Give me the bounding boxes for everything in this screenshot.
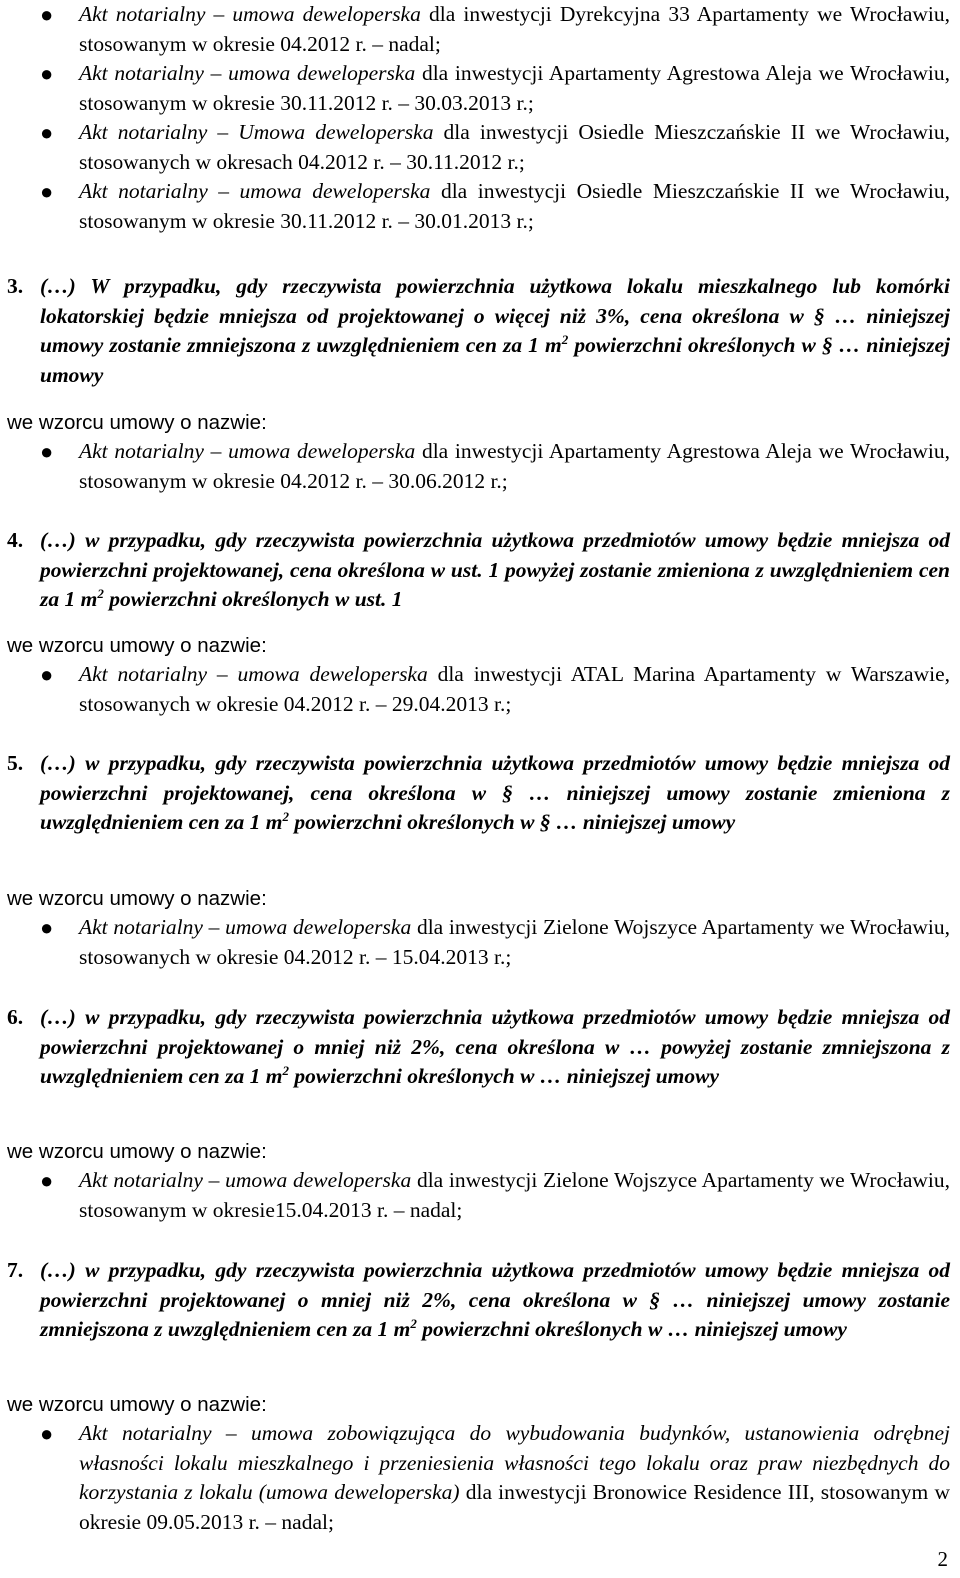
- clause-number: 4.: [7, 528, 24, 552]
- clause-text: [0, 272, 960, 390]
- clause-text: [0, 1256, 960, 1345]
- clause-7: [0, 1256, 960, 1345]
- template-label: we wzorcu umowy o nazwie:: [7, 411, 267, 434]
- contract-details: dla inwestycji Dyrekcyjna 33 Apartamenty we Wrocławiu, stosowanym w okresie 04.2012 r. – nadal;: [79, 2, 950, 56]
- clause-number: 5.: [7, 751, 24, 775]
- list-item: [0, 437, 960, 496]
- contract-details: dla inwestycji Zielone Wojszyce Apartamenty we Wrocławiu, stosowanych w okresie 04.2012 r. – 15.04.2013 r.;: [79, 915, 950, 969]
- page-number: 2: [937, 1547, 948, 1571]
- template-label: we wzorcu umowy o nazwie:: [7, 1393, 267, 1416]
- template-label: we wzorcu umowy o nazwie:: [7, 887, 267, 910]
- list-item: [0, 913, 960, 972]
- contract-type: Akt notarialny – umowa deweloperska: [79, 1168, 412, 1192]
- bullet-icon: ●: [40, 1421, 54, 1446]
- bullet-icon: ●: [40, 61, 54, 86]
- contract-details: dla inwestycji Osiedle Mieszczańskie II we Wrocławiu, stosowanym w okresie 30.11.2012 r. – 30.01.2013 r.;: [79, 179, 950, 233]
- clause-text-part: (…) w przypadku, gdy rzeczywista powierzchnia użytkowa przedmiotów umowy będzie mniejsza od powierzchni projektowanej, cena określona w ust. 1 powyżej zostanie zmieniona z uwzględnieniem cen za 1 m: [40, 528, 950, 611]
- list-item: [0, 660, 960, 719]
- superscript: 2: [561, 332, 569, 347]
- list-item: [0, 1166, 960, 1225]
- clause-text-part: (…) w przypadku, gdy rzeczywista powierzchnia użytkowa przedmiotów umowy będzie mniejsza od powierzchni projektowanej o mniej niż 2%, cena określona w § … niniejszej umowy zostanie zmniejszona z uwzględnieniem cen za 1 m: [40, 1258, 950, 1341]
- list-item: [0, 118, 960, 177]
- top-bullet-list: [0, 0, 960, 236]
- template-label: we wzorcu umowy o nazwie:: [7, 634, 267, 657]
- contract-details: dla inwestycji Bronowice Residence III, stosowanym w okresie 09.05.2013 r. – nadal;: [79, 1480, 950, 1534]
- clause-text: [0, 1003, 960, 1092]
- clause-number: 3.: [7, 274, 24, 298]
- contract-type: Akt notarialny – umowa deweloperska: [79, 915, 412, 939]
- contract-details: dla inwestycji Apartamenty Agrestowa Aleja we Wrocławiu, stosowanym w okresie 30.11.2012 r. – 30.03.2013 r.;: [79, 61, 950, 115]
- superscript: 2: [97, 586, 104, 601]
- template-label: we wzorcu umowy o nazwie:: [7, 1140, 267, 1163]
- contract-details: dla inwestycji Apartamenty Agrestowa Aleja we Wrocławiu, stosowanym w okresie 04.2012 r. – 30.06.2012 r.;: [79, 439, 950, 493]
- bullet-icon: ●: [40, 662, 54, 687]
- list-item: [0, 1419, 960, 1537]
- clause-number: 6.: [7, 1005, 24, 1029]
- list-item: [0, 177, 960, 236]
- clause-text-part: powierzchni określonych w § … niniejszej umowy: [288, 810, 736, 834]
- contract-details: dla inwestycji Osiedle Mieszczańskie II we Wrocławiu, stosowanych w okresach 04.2012 r. – 30.11.2012 r.;: [79, 120, 950, 174]
- contract-type: Akt notarialny – umowa deweloperska: [79, 2, 421, 26]
- contract-type: Akt notarialny – umowa deweloperska: [79, 662, 428, 686]
- clause-5: [0, 749, 960, 838]
- bullet-list: [0, 437, 960, 496]
- clause-text-part: (…) w przypadku, gdy rzeczywista powierzchnia użytkowa przedmiotów umowy będzie mniejsza od powierzchni projektowanej, cena określona w § … niniejszej umowy zostanie zmieniona z uwzględnieniem cen za 1 m: [40, 751, 950, 834]
- contract-details: dla inwestycji Zielone Wojszyce Apartamenty we Wrocławiu, stosowanym w okresie15.04.2013 r. – nadal;: [79, 1168, 950, 1222]
- contract-type: Akt notarialny – umowa deweloperska: [79, 61, 416, 85]
- contract-type: Akt notarialny – Umowa deweloperska: [79, 120, 434, 144]
- list-item: [0, 59, 960, 118]
- clause-6: [0, 1003, 960, 1092]
- superscript: 2: [410, 1316, 417, 1331]
- contract-type: Akt notarialny – umowa zobowiązująca do wybudowania budynków, ustanowienia odrębnej własności lokalu mieszkalnego i przeniesienia własności tego lokalu oraz praw niezbędnych do korzystania z lokalu (umowa deweloperska): [79, 1421, 950, 1504]
- clause-text-part: powierzchni określonych w ust. 1: [103, 587, 403, 611]
- superscript: 2: [282, 809, 289, 824]
- superscript: 2: [282, 1063, 289, 1078]
- clause-4: [0, 526, 960, 615]
- clause-3: [0, 272, 960, 390]
- bullet-icon: ●: [40, 120, 54, 145]
- clause-number: 7.: [7, 1258, 24, 1282]
- clause-text: [0, 526, 960, 615]
- bullet-icon: ●: [40, 2, 54, 27]
- bullet-list: [0, 1419, 960, 1537]
- clause-text-part: powierzchni określonych w … niniejszej umowy: [416, 1317, 847, 1341]
- bullet-list: [0, 660, 960, 719]
- clause-text-part: powierzchni określonych w § … niniejszej umowy: [40, 333, 950, 387]
- clause-text-part: powierzchni określonych w … niniejszej umowy: [288, 1064, 720, 1088]
- bullet-icon: ●: [40, 439, 54, 464]
- list-item: [0, 0, 960, 59]
- clause-text-part: (…) W przypadku, gdy rzeczywista powierzchnia użytkowa lokalu mieszkalnego lub komórki lokatorskiej będzie mniejsza od projektowanej o więcej niż 3%, cena określona w § … niniejszej umowy zostanie zmniejszona z uwzględnieniem cen za 1 m: [40, 274, 950, 357]
- contract-type: Akt notarialny – umowa deweloperska: [79, 179, 431, 203]
- clause-text: [0, 749, 960, 838]
- bullet-list: [0, 913, 960, 972]
- bullet-icon: ●: [40, 1168, 54, 1193]
- bullet-list: [0, 1166, 960, 1225]
- contract-type: Akt notarialny – umowa deweloperska: [79, 439, 416, 463]
- bullet-icon: ●: [40, 179, 54, 204]
- bullet-icon: ●: [40, 915, 54, 940]
- clause-text-part: (…) w przypadku, gdy rzeczywista powierzchnia użytkowa przedmiotów umowy będzie mniejsza od powierzchni projektowanej o mniej niż 2%, cena określona w … powyżej zostanie zmniejszona z uwzględnieniem cen za 1 m: [40, 1005, 950, 1088]
- contract-details: dla inwestycji ATAL Marina Apartamenty w Warszawie, stosowanych w okresie 04.2012 r. – 29.04.2013 r.;: [79, 662, 950, 716]
